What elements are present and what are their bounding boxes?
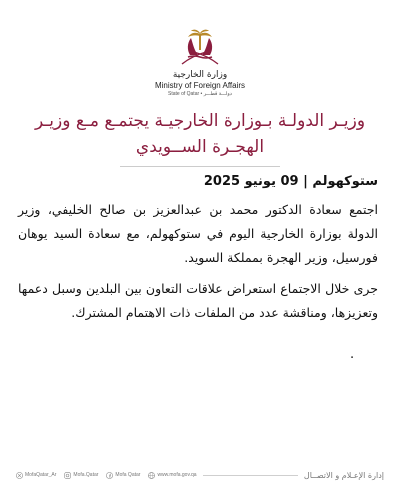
x-icon (16, 472, 23, 479)
trailing-mark: . (350, 347, 355, 362)
ministry-logo (0, 28, 400, 98)
social-handle: MofaQatar_Ar (25, 472, 57, 478)
social-link-website[interactable] (148, 472, 196, 479)
social-link-instagram[interactable] (64, 472, 98, 479)
instagram-icon (64, 472, 71, 479)
social-link-facebook[interactable] (106, 472, 140, 479)
ministry-name-ar: وزارة الخارجية (172, 70, 228, 80)
body-paragraph: اجتمع سعادة الدكتور محمد بن عبدالعزيز بن صالح الخليفي، وزير الدولة بوزارة الخارجية اليوم في ستوكهولم، مع سعادة السيد يوهان فورسيل، وزير الهجرة بمملكة السويد. (18, 202, 378, 265)
footer (16, 466, 384, 484)
state-of-qatar-label: State of Qatar • دولـــة قطـــر (168, 91, 232, 97)
body-paragraph: جرى خلال الاجتماع استعراض علاقات التعاون بين البلدين وسبل دعمها وتعزيزها، ومناقشة عدد من الملفات ذات الاهتمام المشترك. (18, 281, 378, 320)
social-links (16, 472, 197, 479)
footer-divider (203, 475, 298, 476)
qatar-emblem-icon (176, 28, 224, 68)
social-link-x[interactable] (16, 472, 56, 479)
social-handle: www.mofa.gov.qa (157, 472, 197, 478)
department-name: إدارة الإعـلام و الاتصــال (303, 470, 384, 480)
social-handle: Mofa Qatar (115, 472, 141, 478)
dateline: ستوكهولم | 09 يونيو 2025 (203, 174, 378, 189)
globe-icon (148, 472, 155, 479)
facebook-icon (106, 472, 113, 479)
statement-title: وزيـر الدولـة بـوزارة الخارجيـة يجتمـع مـع وزيـر الهجـرة الســويدي (34, 111, 366, 157)
title-divider (120, 166, 280, 167)
ministry-name-en: Ministry of Foreign Affairs (154, 81, 246, 90)
statement-body (18, 198, 378, 332)
social-handle: Mofa.Qatar (73, 472, 99, 478)
